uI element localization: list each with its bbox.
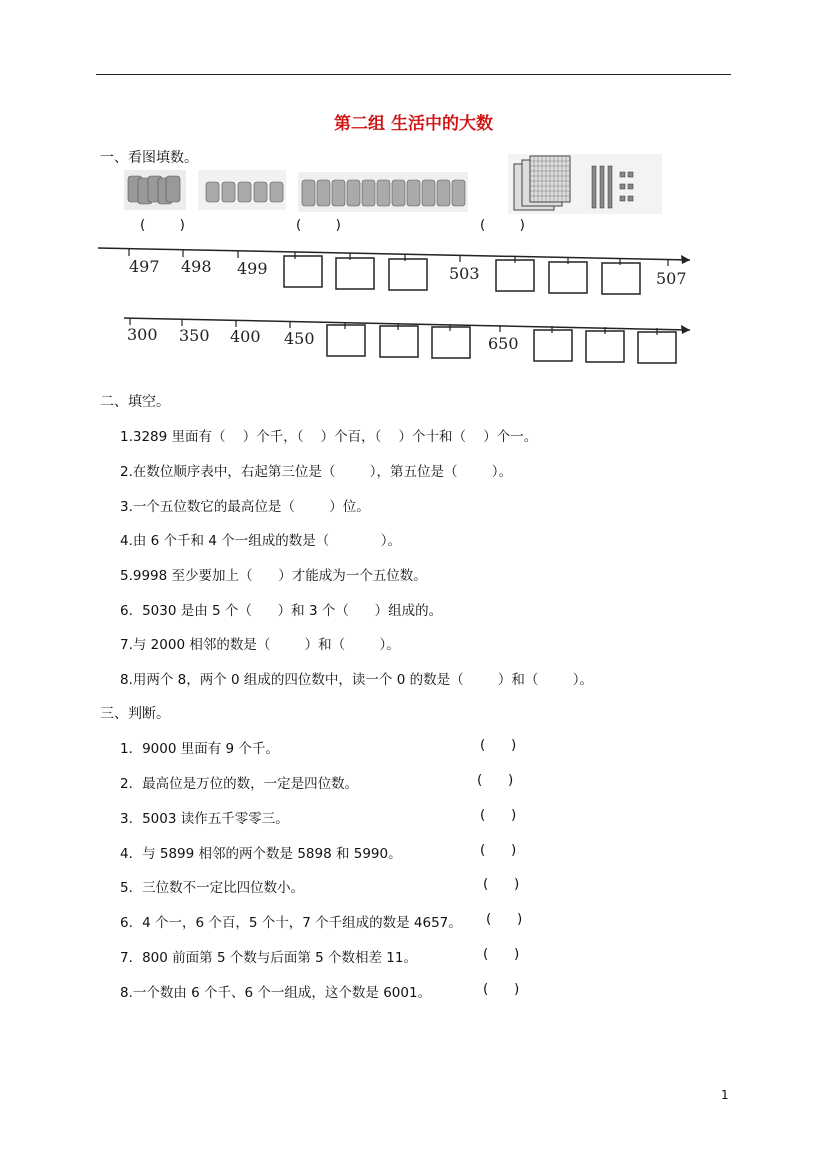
section2-heading: 二、填空。 <box>100 394 170 410</box>
nl1-label-0: 497 <box>129 257 160 276</box>
judge-blank-3[interactable]: ( ) <box>480 807 517 823</box>
judge-blank-7[interactable]: ( ) <box>483 946 520 962</box>
base-ten-picture-3 <box>508 154 662 214</box>
fill-question-2: 2.在数位顺序表中，右起第三位是（ ），第五位是（ ）。 <box>120 464 513 480</box>
bundle-picture-1 <box>124 170 286 210</box>
page-title: 第二组 生活中的大数 <box>334 114 493 134</box>
judge-question-6: 6．4 个一，6 个百，5 个十，7 个千组成的数是 4657。 <box>120 915 462 931</box>
number-line-1 <box>98 248 690 294</box>
judge-question-1: 1．9000 里面有 9 个千。 <box>120 741 279 757</box>
bundle-picture-2 <box>298 172 468 212</box>
fill-question-5: 5.9998 至少要加上（ ）才能成为一个五位数。 <box>120 568 427 584</box>
page-number: 1 <box>721 1088 729 1102</box>
answer-blank-1[interactable]: ( ) <box>140 217 185 233</box>
judge-question-3: 3．5003 读作五千零零三。 <box>120 811 289 827</box>
judge-blank-6[interactable]: ( ) <box>486 911 523 927</box>
nl2-box-4[interactable] <box>534 330 572 361</box>
nl1-label-3: 503 <box>449 264 480 283</box>
nl1-label-1: 498 <box>181 257 212 276</box>
judge-question-8: 8.一个数由 6 个千、6 个一组成，这个数是 6001。 <box>120 985 432 1001</box>
nl1-label-4: 507 <box>656 269 687 288</box>
nl1-box-4[interactable] <box>496 260 534 291</box>
judge-blank-5[interactable]: ( ) <box>483 876 520 892</box>
figure-area <box>0 0 827 380</box>
nl2-box-5[interactable] <box>586 331 624 362</box>
nl2-label-1: 350 <box>179 326 210 345</box>
judge-question-2: 2．最高位是万位的数，一定是四位数。 <box>120 776 359 792</box>
judge-blank-2[interactable]: ( ) <box>477 772 514 788</box>
nl1-box-2[interactable] <box>336 258 374 289</box>
nl2-label-4: 650 <box>488 334 519 353</box>
fill-question-6: 6．5030 是由 5 个（ ）和 3 个（ ）组成的。 <box>120 603 443 619</box>
section1-heading: 一、看图填数。 <box>100 150 198 166</box>
judge-question-4: 4．与 5899 相邻的两个数是 5898 和 5990。 <box>120 846 402 862</box>
judge-blank-4[interactable]: ( ) <box>480 842 517 858</box>
nl1-box-5[interactable] <box>549 262 587 293</box>
nl1-box-3[interactable] <box>389 259 427 290</box>
nl1-box-1[interactable] <box>284 256 322 287</box>
fill-question-1: 1.3289 里面有（ ）个千，（ ）个百，（ ）个十和（ ）个一。 <box>120 429 538 445</box>
nl2-box-2[interactable] <box>380 326 418 357</box>
nl2-label-3: 450 <box>284 329 315 348</box>
answer-blank-2[interactable]: ( ) <box>296 217 341 233</box>
section3-heading: 三、判断。 <box>100 706 170 722</box>
judge-blank-1[interactable]: ( ) <box>480 737 517 753</box>
judge-question-7: 7．800 前面第 5 个数与后面第 5 个数相差 11。 <box>120 950 417 966</box>
nl1-label-2: 499 <box>237 259 268 278</box>
nl2-box-6[interactable] <box>638 332 676 363</box>
fill-question-8: 8.用两个 8，两个 0 组成的四位数中，读一个 0 的数是（ ）和（ ）。 <box>120 672 594 688</box>
number-line-2 <box>124 318 690 363</box>
nl2-label-2: 400 <box>230 327 261 346</box>
nl1-box-6[interactable] <box>602 263 640 294</box>
fill-question-3: 3.一个五位数它的最高位是（ ）位。 <box>120 499 370 515</box>
nl2-label-0: 300 <box>127 325 158 344</box>
judge-blank-8[interactable]: ( ) <box>483 981 520 997</box>
fill-question-4: 4.由 6 个千和 4 个一组成的数是（ ）。 <box>120 533 401 549</box>
judge-question-5: 5．三位数不一定比四位数小。 <box>120 880 305 896</box>
answer-blank-3[interactable]: ( ) <box>480 217 525 233</box>
nl2-box-1[interactable] <box>327 325 365 356</box>
fill-question-7: 7.与 2000 相邻的数是（ ）和（ ）。 <box>120 637 400 653</box>
nl2-box-3[interactable] <box>432 327 470 358</box>
